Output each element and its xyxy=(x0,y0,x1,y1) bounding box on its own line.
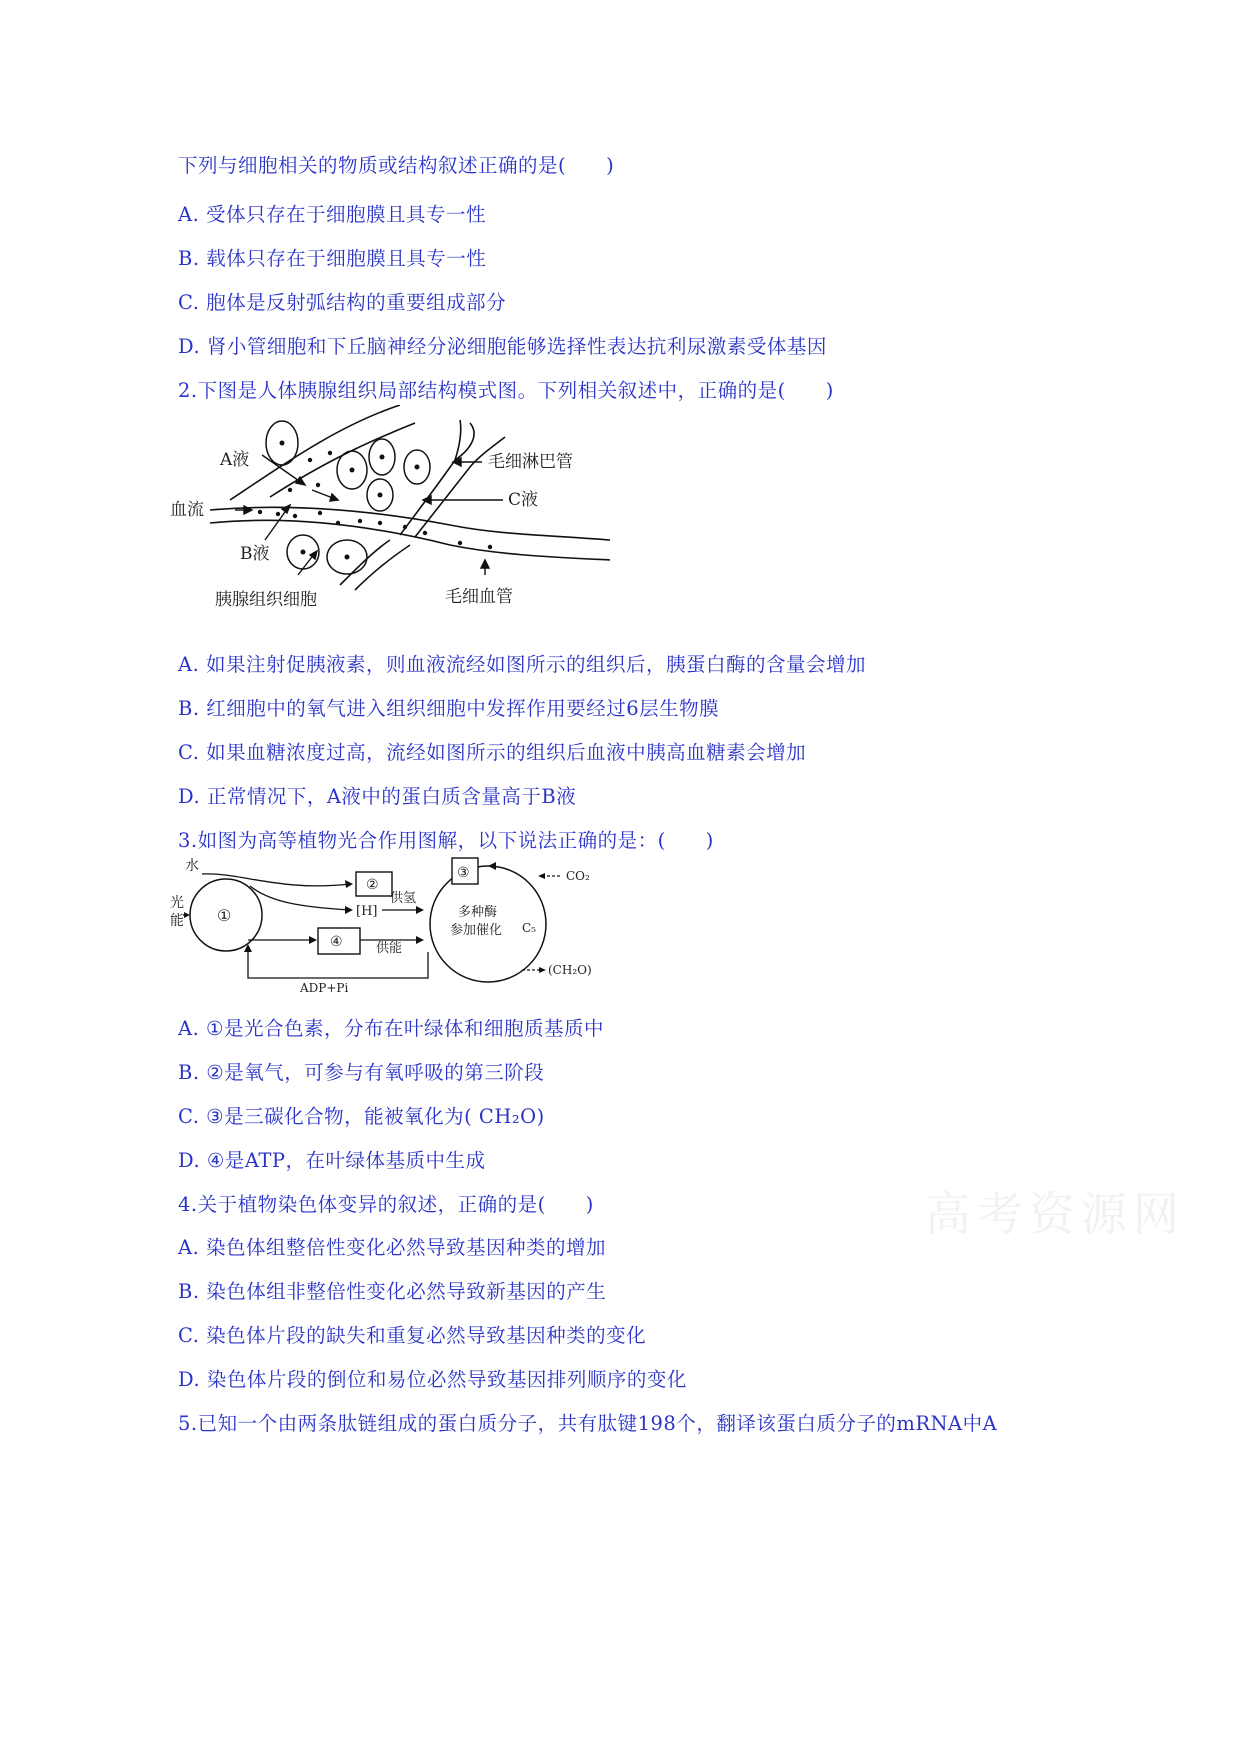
label-adp: ADP+Pi xyxy=(300,981,349,992)
label-light-1: 光 xyxy=(170,895,184,911)
q3-option-c: C. ③是三碳化合物，能被氧化为( CH₂O) xyxy=(178,1105,545,1128)
label-blood-flow: 血流 xyxy=(170,500,204,520)
label-c-fluid: C液 xyxy=(508,490,539,510)
question-1-stem: 下列与细胞相关的物质或结构叙述正确的是( ) xyxy=(178,154,615,177)
photosynthesis-diagram xyxy=(170,852,640,992)
q3-option-d: D. ④是ATP，在叶绿体基质中生成 xyxy=(178,1149,486,1172)
label-co2: CO₂ xyxy=(566,869,590,883)
watermark: 高考资源网 xyxy=(925,1187,1185,1241)
label-h: [H] xyxy=(356,904,378,919)
question-2-stem: 2.下图是人体胰腺组织局部结构模式图。下列相关叙述中，正确的是( ) xyxy=(178,379,834,402)
label-blood-capillary: 毛细血管 xyxy=(445,587,513,607)
circle-1-label: ① xyxy=(217,906,232,925)
label-energy-supply: 供能 xyxy=(376,941,403,956)
label-water: 水 xyxy=(185,858,199,874)
question-4-stem: 4.关于植物染色体变异的叙述，正确的是( ) xyxy=(178,1193,594,1216)
box-2-label: ② xyxy=(366,877,379,893)
q1-option-a: A. 受体只存在于细胞膜且具专一性 xyxy=(178,203,486,226)
label-b-fluid: B液 xyxy=(240,544,270,564)
q3-option-a: A. ①是光合色素，分布在叶绿体和细胞质基质中 xyxy=(178,1017,604,1040)
q2-option-c: C. 如果血糖浓度过高，流经如图所示的组织后血液中胰高血糖素会增加 xyxy=(178,741,807,764)
q4-option-b: B. 染色体组非整倍性变化必然导致新基因的产生 xyxy=(178,1280,607,1303)
box-3-label: ③ xyxy=(457,865,470,881)
q4-option-d: D. 染色体片段的倒位和易位必然导致基因排列顺序的变化 xyxy=(178,1368,687,1391)
label-h-supply: 供氢 xyxy=(390,891,417,906)
label-c5: C₅ xyxy=(522,921,536,935)
label-lymph-capillary: 毛细淋巴管 xyxy=(488,452,573,472)
q4-option-a: A. 染色体组整倍性变化必然导致基因种类的增加 xyxy=(178,1236,606,1259)
q2-option-d: D. 正常情况下，A液中的蛋白质含量高于B液 xyxy=(178,785,577,808)
q3-option-b: B. ②是氧气，可参与有氧呼吸的第三阶段 xyxy=(178,1061,545,1084)
label-a-fluid: A液 xyxy=(220,450,250,470)
label-enzyme-1: 多种酶 xyxy=(458,905,498,920)
q1-option-d: D. 肾小管细胞和下丘脑神经分泌细胞能够选择性表达抗利尿激素受体基因 xyxy=(178,335,827,358)
label-ch2o: (CH₂O) xyxy=(548,963,592,977)
question-3-stem: 3.如图为高等植物光合作用图解，以下说法正确的是：( ) xyxy=(178,829,714,852)
q2-option-b: B. 红细胞中的氧气进入组织细胞中发挥作用要经过6层生物膜 xyxy=(178,697,720,720)
question-5-stem: 5.已知一个由两条肽链组成的蛋白质分子，共有肽键198个，翻译该蛋白质分子的mRNA中A xyxy=(178,1412,998,1435)
q4-option-c: C. 染色体片段的缺失和重复必然导致基因种类的变化 xyxy=(178,1324,647,1347)
q2-option-a: A. 如果注射促胰液素，则血液流经如图所示的组织后，胰蛋白酶的含量会增加 xyxy=(178,653,866,676)
q1-option-b: B. 载体只存在于细胞膜且具专一性 xyxy=(178,247,487,270)
label-light-2: 能 xyxy=(170,913,184,929)
box-4-label: ④ xyxy=(330,934,343,950)
pancreas-tissue-diagram xyxy=(170,405,650,620)
q1-option-c: C. 胞体是反射弧结构的重要组成部分 xyxy=(178,291,507,314)
label-pancreas-cell: 胰腺组织细胞 xyxy=(215,590,317,610)
label-enzyme-2: 参加催化 xyxy=(450,923,503,938)
